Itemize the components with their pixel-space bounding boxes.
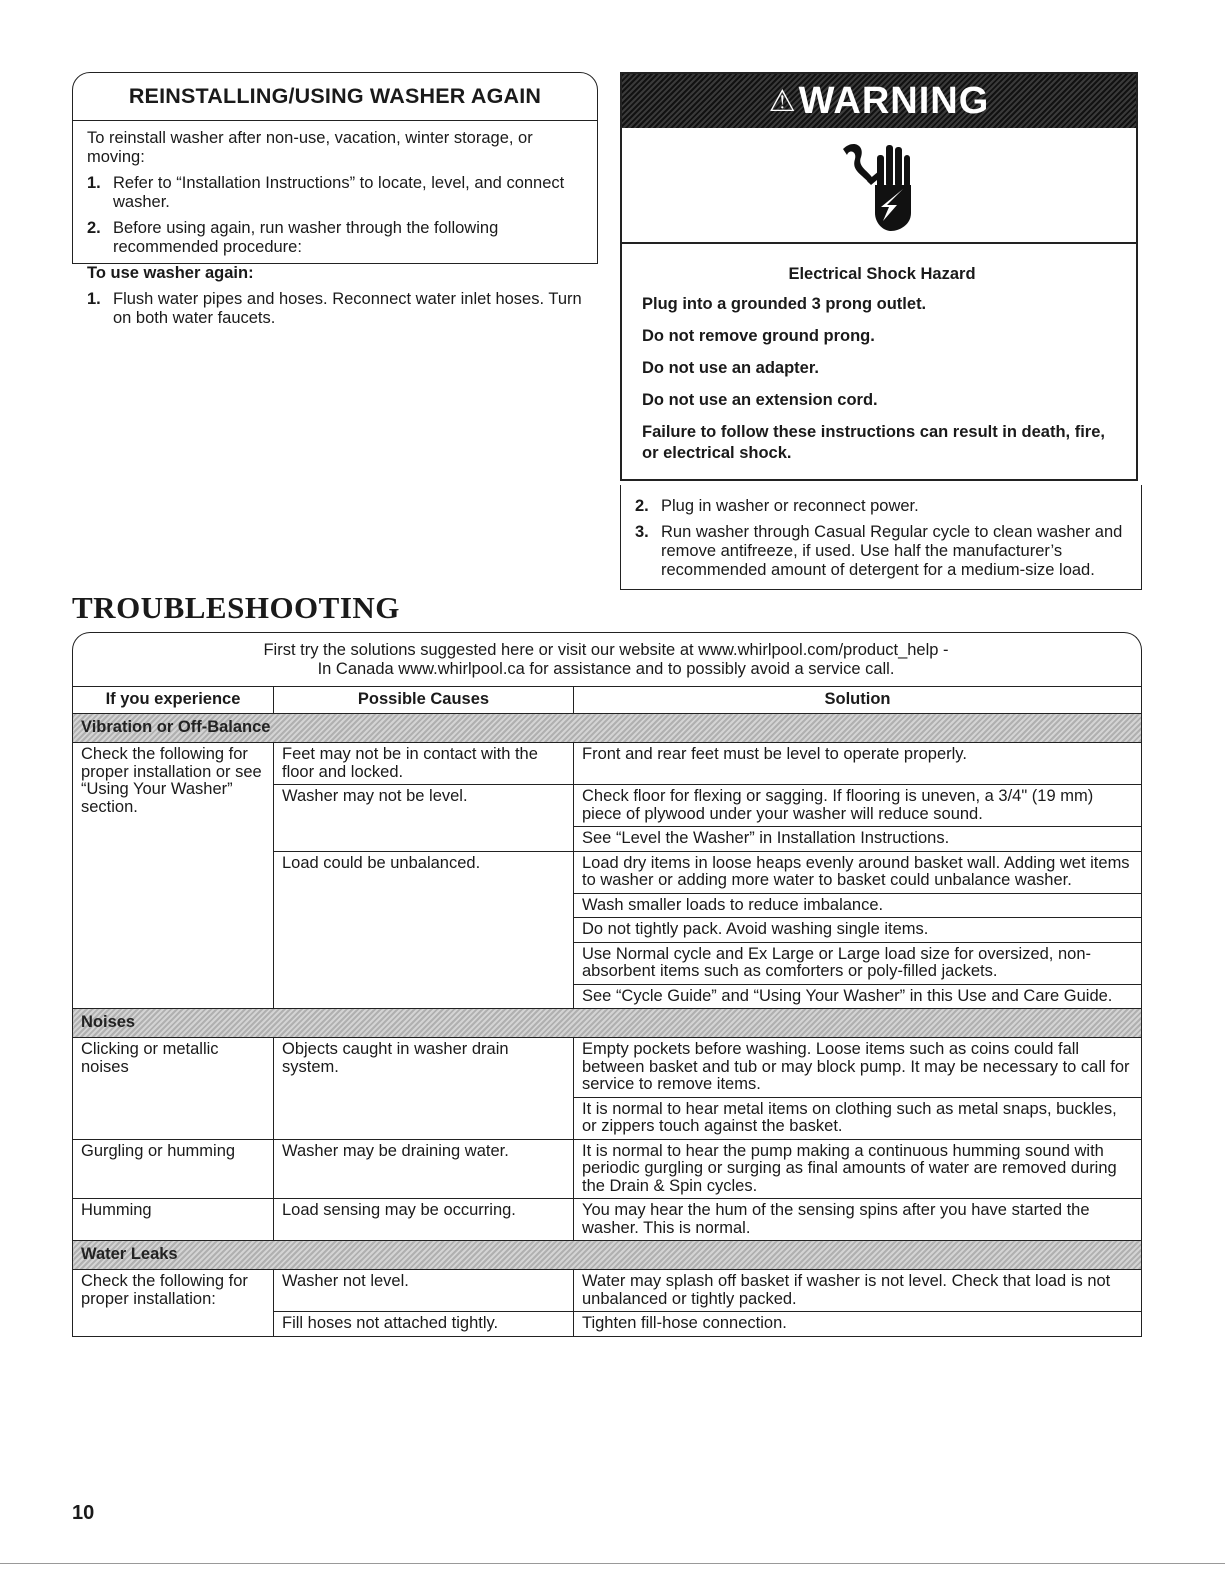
warning-text	[642, 264, 1122, 475]
warning-line: Do not remove ground prong.	[642, 327, 875, 345]
troubleshooting-title: TROUBLESHOOTING	[72, 590, 400, 625]
solution-cell: You may hear the hum of the sensing spins after you have started the washer. This is normal.	[574, 1199, 1142, 1241]
step-number: 3.	[635, 523, 649, 541]
solution-cell: Empty pockets before washing. Loose items such as coins could fall between basket and tub or may block pump. It may be necessary to call for service to remove items.	[574, 1038, 1142, 1098]
section-row	[73, 1009, 1142, 1038]
use-step	[635, 523, 1135, 580]
solution-cell: See “Cycle Guide” and “Using Your Washer” in this Use and Care Guide.	[574, 984, 1142, 1009]
solution-cell: See “Level the Washer” in Installation Instructions.	[574, 827, 1142, 852]
section-title: Noises	[73, 1009, 1142, 1038]
experience-cell: Check the following for proper installation:	[73, 1270, 274, 1337]
step-number: 1.	[87, 174, 101, 192]
step-number: 2.	[635, 497, 649, 515]
intro-line: In Canada www.whirlpool.ca for assistance and to possibly avoid a service call.	[317, 660, 895, 678]
column-header: If you experience	[73, 687, 274, 714]
hazard-title: Electrical Shock Hazard	[788, 265, 976, 283]
troubleshooting-intro	[72, 641, 1140, 679]
reinstall-step	[87, 174, 587, 212]
warning-line: Do not use an extension cord.	[642, 391, 878, 409]
cause-cell: Washer may not be level.	[274, 785, 574, 852]
table-row	[73, 1270, 1142, 1312]
table-row	[73, 1038, 1142, 1098]
solution-cell: Do not tightly pack. Avoid washing single items.	[574, 918, 1142, 943]
reinstall-section	[72, 72, 598, 327]
use-step	[87, 290, 587, 328]
reinstall-title: REINSTALLING/USING WASHER AGAIN	[72, 72, 598, 121]
cause-cell: Load could be unbalanced.	[274, 851, 574, 1009]
section-title: Water Leaks	[73, 1241, 1142, 1270]
table-row	[73, 743, 1142, 785]
step-text: Flush water pipes and hoses. Reconnect water inlet hoses. Turn on both water faucets.	[113, 290, 582, 327]
warning-box	[620, 72, 1138, 481]
experience-cell: Clicking or metallic noises	[73, 1038, 274, 1140]
cause-cell: Washer may be draining water.	[274, 1139, 574, 1199]
use-again-heading: To use washer again:	[87, 264, 254, 282]
page-bottom-rule	[0, 1563, 1225, 1564]
experience-cell: Humming	[73, 1199, 274, 1241]
step-text: Run washer through Casual Regular cycle to clean washer and remove antifreeze, if used. Use half the manufacturer’s recommended amount of detergent for a medium-size load.	[661, 523, 1123, 579]
solution-cell: Check floor for flexing or sagging. If flooring is uneven, a 3/4" (19 mm) piece of plywood under your washer will reduce sound.	[574, 785, 1142, 827]
electrical-shock-hand-icon	[622, 128, 1136, 244]
reinstall-intro: To reinstall washer after non-use, vacation, winter storage, or moving:	[87, 129, 533, 166]
step-number: 2.	[87, 219, 101, 237]
solution-cell: Tighten fill-hose connection.	[574, 1312, 1142, 1337]
table-row	[73, 1199, 1142, 1241]
step-text: Refer to “Installation Instructions” to locate, level, and connect washer.	[113, 174, 565, 211]
reinstall-step	[87, 219, 587, 257]
reinstall-body	[87, 129, 587, 328]
cause-cell: Objects caught in washer drain system.	[274, 1038, 574, 1140]
column-header: Solution	[574, 687, 1142, 714]
column-header: Possible Causes	[274, 687, 574, 714]
troubleshooting-table	[72, 686, 1142, 1337]
solution-cell: Water may splash off basket if washer is not level. Check that load is not unbalanced or tightly packed.	[574, 1270, 1142, 1312]
warning-title: WARNING	[798, 79, 990, 122]
cause-cell: Fill hoses not attached tightly.	[274, 1312, 574, 1337]
solution-cell: Wash smaller loads to reduce imbalance.	[574, 893, 1142, 918]
solution-cell: It is normal to hear the pump making a continuous humming sound with periodic gurgling or surging as final amounts of water are removed during the Drain & Spin cycles.	[574, 1139, 1142, 1199]
use-steps-continued	[620, 485, 1142, 590]
intro-line: First try the solutions suggested here or visit our website at www.whirlpool.com/product_help -	[263, 641, 949, 659]
solution-cell: It is normal to hear metal items on clothing such as metal snaps, buckles, or zippers touch against the basket.	[574, 1097, 1142, 1139]
cause-cell: Load sensing may be occurring.	[274, 1199, 574, 1241]
page-number: 10	[72, 1502, 95, 1524]
step-text: Plug in washer or reconnect power.	[661, 497, 919, 515]
section-row	[73, 1241, 1142, 1270]
solution-cell: Use Normal cycle and Ex Large or Large load size for oversized, non-absorbent items such as comforters or poly-filled jackets.	[574, 942, 1142, 984]
warning-line: Plug into a grounded 3 prong outlet.	[642, 295, 927, 313]
step-number: 1.	[87, 290, 101, 308]
cause-cell: Feet may not be in contact with the floor and locked.	[274, 743, 574, 785]
section-title: Vibration or Off-Balance	[73, 714, 1142, 743]
cause-cell: Washer not level.	[274, 1270, 574, 1312]
use-step	[635, 497, 1135, 516]
warning-line: Do not use an adapter.	[642, 359, 819, 377]
step-text: Before using again, run washer through the following recommended procedure:	[113, 219, 499, 256]
solution-cell: Load dry items in loose heaps evenly around basket wall. Adding wet items to washer or adding more water to basket could unbalance washer.	[574, 851, 1142, 893]
section-row	[73, 714, 1142, 743]
table-header-row	[73, 687, 1142, 714]
experience-cell: Check the following for proper installation or see “Using Your Washer” section.	[73, 743, 274, 1009]
experience-cell: Gurgling or humming	[73, 1139, 274, 1199]
table-row	[73, 1139, 1142, 1199]
solution-cell: Front and rear feet must be level to operate properly.	[574, 743, 1142, 785]
warning-banner	[622, 74, 1136, 128]
warning-line: Failure to follow these instructions can result in death, fire, or electrical shock.	[642, 423, 1105, 462]
warning-triangle-icon: ⚠	[768, 84, 797, 118]
